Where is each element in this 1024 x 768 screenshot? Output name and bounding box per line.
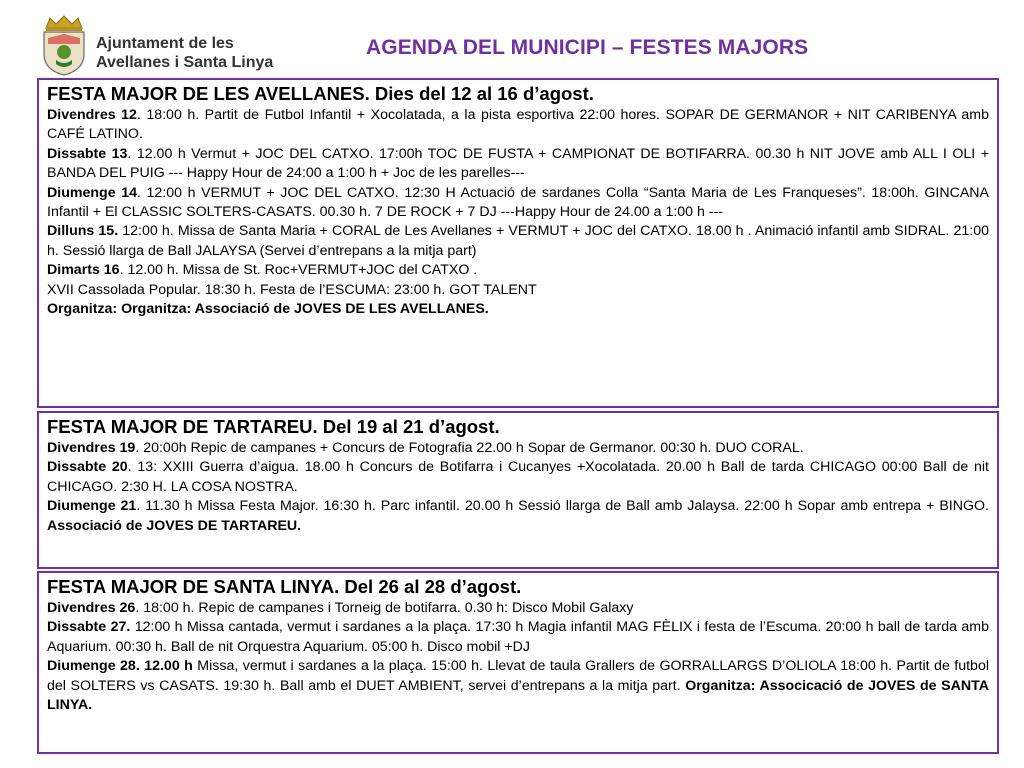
day-label: Dissabte 27.	[47, 619, 131, 636]
schedule-text: . 20:00h Repic de campanes + Concurs de Fotografia 22.00 h Sopar de Germanor. 00:30 h. DUO CORAL.	[135, 440, 804, 456]
schedule-paragraph	[47, 281, 989, 300]
schedule-paragraph	[47, 599, 989, 618]
schedule-paragraph	[47, 618, 989, 657]
schedule-paragraph	[47, 261, 989, 280]
schedule-paragraph	[47, 222, 989, 261]
schedule-text: 12:00 h. Missa de Santa Maria + CORAL de Les Avellanes + VERMUT + JOC del CATXO. 18.00 h . Animació infantil amb SIDRAL. 21:00 h. Sessió llarga de Ball JALAYSA (Servei d’entrepans a la mitja part)	[47, 223, 989, 259]
day-label: Dissabte 20	[47, 459, 128, 476]
schedule-paragraph	[47, 439, 989, 458]
day-label: Divendres 26	[47, 600, 136, 616]
schedule-paragraph	[47, 106, 989, 145]
section-santa-linya	[37, 571, 999, 754]
schedule-paragraph	[47, 458, 989, 497]
schedule-text: . 12.00 h. Missa de St. Roc+VERMUT+JOC del CATXO .	[119, 262, 478, 279]
schedule-paragraph	[47, 145, 989, 184]
schedule-paragraph	[47, 497, 989, 536]
org-name-line1: Ajuntament de les	[96, 35, 234, 52]
schedule-text: . 13: XXIII Guerra d’aigua. 18.00 h Concurs de Botifarra i Cucanyes +Xocolatada. 20.00 h Ball de tarda CHICAGO 00:00 Ball de nit CHICAGO. 2:30 H. LA COSA NOSTRA.	[47, 459, 989, 495]
day-label: Divendres 12	[47, 107, 137, 123]
day-label: Dilluns 15.	[47, 223, 119, 240]
section-title: FESTA MAJOR DE LES AVELLANES. Dies del 12 al 16 d’agost.	[47, 83, 594, 104]
organizer-line	[47, 300, 989, 319]
day-label: Diumenge 14	[47, 184, 137, 201]
organizer-label: Organitza: Organitza: Associació de JOVES DE LES AVELLANES.	[47, 301, 489, 318]
org-name-line2: Avellanes i Santa Linya	[96, 54, 274, 71]
section-les-avellanes	[37, 78, 999, 408]
day-label: Diumenge 28. 12.00 h	[47, 658, 193, 675]
section-title: FESTA MAJOR DE TARTAREU. Del 19 al 21 d’agost.	[47, 416, 500, 437]
schedule-text: . 12.00 h Vermut + JOC DEL CATXO. 17:00h TOC DE FUSTA + CAMPIONAT DE BOTIFARRA. 00.30 h NIT JOVE amb ALL I OLI + BANDA DEL PUIG --- Happy Hour de 24:00 a 1:00 h + Joc de les parelles---	[47, 145, 989, 182]
schedule-text: Missa, vermut i sardanes a la plaça. 15:00 h. Llevat de taula Grallers de GORRALLARGS D’OLIOLA 18:00 h. Partit de futbol del SOLTERS vs CASATS. 19:30 h. Ball amb el DUET AMBIENT, servei d’entrepans a la mitja part.	[47, 658, 989, 694]
schedule-text: . 11.30 h Missa Festa Major. 16:30 h. Parc infantil. 20.00 h Sessió llarga de Ball amb Jalaysa. 22:00 h Sopar amb entrepa + BINGO.	[136, 498, 989, 515]
schedule-text: . 18:00 h. Partit de Futbol Infantil + Xocolatada, a la pista esportiva 22:00 hores. SOPAR DE GERMANOR + NIT CARIBENYA amb CAFÉ LATINO.	[47, 107, 989, 143]
org-name	[96, 34, 273, 72]
schedule-text: 12:00 h Missa cantada, vermut i sardanes a la plaça. 17:30 h Magia infantil MAG FÈLIX i festa de l’Escuma. 20:00 h ball de tarda amb Aquarium. 00:30 h. Ball de nit Orquestra Aquarium. 05:00 h. Disco mobil +DJ	[47, 619, 989, 655]
municipal-logo	[38, 14, 288, 76]
schedule-paragraph	[47, 184, 989, 223]
schedule-text: . 18:00 h. Repic de campanes i Torneig de botifarra. 0.30 h: Disco Mobil Galaxy	[135, 600, 634, 616]
day-label: Dimarts 16	[47, 262, 120, 279]
day-label: Dissabte 13	[47, 145, 128, 162]
organizer-label: Organitza: Associcació de JOVES de SANTA LINYA.	[47, 677, 989, 714]
day-label: Diumenge 21	[47, 498, 137, 515]
section-tartareu	[37, 411, 999, 569]
schedule-text: . 12:00 h VERMUT + JOC DEL CATXO. 12:30 H Actuació de sardanes Colla “Santa Maria de Les Franqueses”. 18:00h. GINCANA Infantil + El CLASSIC SOLTERS-CASATS. 00.30 h. 7 DE ROCK + 7 DJ ---Happy Hour de 24.00 a 1:00 h ---	[47, 184, 989, 221]
schedule-text: XVII Cassolada Popular. 18:30 h. Festa de l’ESCUMA: 23:00 h. GOT TALENT	[47, 281, 537, 298]
day-label: Divendres 19	[47, 440, 136, 456]
coat-of-arms-icon	[38, 14, 90, 76]
schedule-paragraph	[47, 657, 989, 715]
section-title: FESTA MAJOR DE SANTA LINYA. Del 26 al 28 d’agost.	[47, 576, 522, 597]
page-title: AGENDA DEL MUNICIPI – FESTES MAJORS	[366, 36, 809, 59]
organizer-label: Associació de JOVES DE TARTAREU.	[47, 517, 302, 534]
